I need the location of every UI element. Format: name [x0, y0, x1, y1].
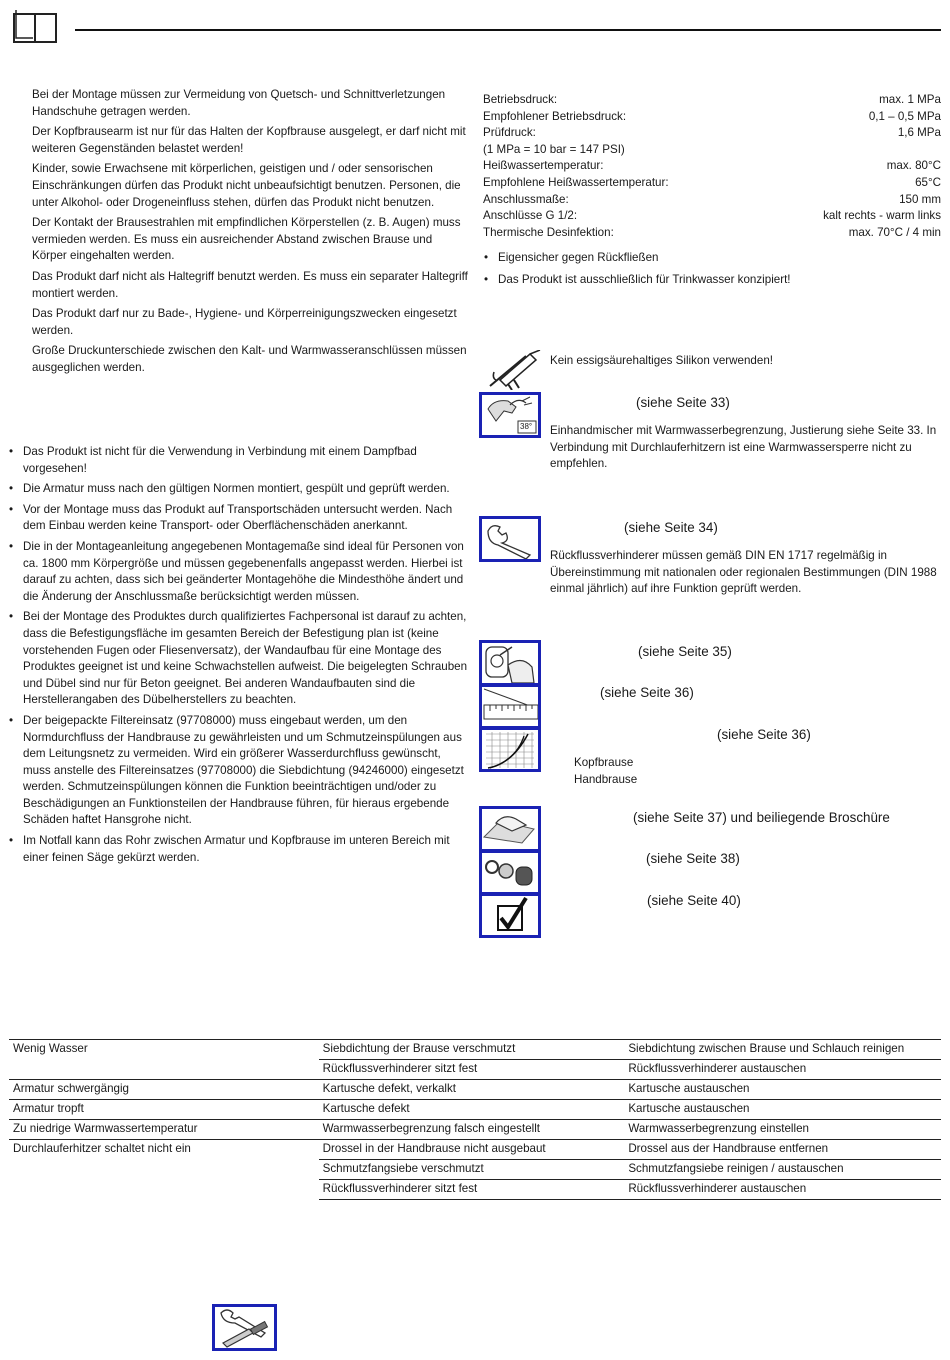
table-row	[9, 1180, 941, 1200]
remedy-cell: Rückflussverhinderer austauschen	[624, 1180, 941, 1200]
spec-row	[483, 109, 941, 126]
safety-paragraph: Kinder, sowie Erwachsene mit körperlichen, geistigen und / oder sensorischen Einschränkungen dürfen das Produkt nicht unbeaufsichtigt benutzen. Personen, die unter Alkohol- oder Drogeneinfluss stehen, dürfen das Produkt nicht benutzen.	[32, 162, 461, 209]
cause-cell: Siebdichtung der Brause verschmutzt	[319, 1040, 625, 1060]
remedy-cell: Schmutzfangsiebe reinigen / austauschen	[624, 1160, 941, 1180]
mounting-note: • Die Armatur muss nach den gültigen Normen montiert, gespült und geprüft werden.	[9, 481, 469, 498]
table-row	[9, 1060, 941, 1080]
problem-cell	[9, 1060, 319, 1080]
spec-row	[483, 158, 941, 175]
safety-paragraph: Das Produkt darf nicht als Haltegriff benutzt werden. Es muss ein separater Haltegriff montiert werden.	[32, 269, 468, 300]
flow-label: Handbrause	[574, 773, 638, 786]
page-reference: (siehe Seite 33)	[636, 395, 730, 410]
page-reference: (siehe Seite 37) und beiliegende Broschüre	[633, 810, 890, 825]
cause-cell: Kartusche defekt	[319, 1100, 625, 1120]
spec-label: Thermische Desinfektion:	[483, 225, 614, 239]
problem-cell: Durchlauferhitzer schaltet nicht ein	[13, 1142, 191, 1155]
spec-row	[483, 175, 941, 192]
assembly-icon	[479, 640, 541, 686]
cause-cell: Schmutzfangsiebe verschmutzt	[319, 1160, 625, 1180]
spec-value: kalt rechts - warm links	[823, 209, 941, 223]
page-reference: (siehe Seite 36)	[600, 685, 694, 700]
header-rule	[75, 29, 941, 31]
safety-notes	[32, 87, 470, 381]
parts-icon	[479, 850, 541, 895]
spec-row	[483, 225, 941, 242]
silicone-note: Kein essigsäurehaltiges Silikon verwenden!	[550, 354, 773, 367]
problem-cell	[9, 1180, 319, 1200]
safety-paragraph: Das Produkt darf nur zu Bade-, Hygiene- und Körperreinigungszwecken eingesetzt werden.	[32, 307, 457, 337]
problem-cell: Wenig Wasser	[9, 1040, 319, 1060]
table-row	[9, 1160, 941, 1180]
book-icon	[12, 8, 58, 44]
spec-bullet: • Das Produkt ist ausschließlich für Trinkwasser konzipiert!	[484, 272, 942, 289]
spec-value: 150 mm	[899, 192, 941, 206]
spec-label: Empfohlener Betriebsdruck:	[483, 109, 627, 123]
spec-value: 65°C	[915, 175, 941, 189]
spec-bullet: • Eigensicher gegen Rückfließen	[484, 250, 942, 267]
technical-data	[483, 92, 941, 241]
spec-row	[483, 192, 941, 209]
page-reference: (siehe Seite 38)	[646, 851, 740, 866]
mounting-notes	[9, 444, 469, 870]
spec-label: Heißwassertemperatur:	[483, 159, 604, 173]
table-row	[9, 1140, 941, 1160]
dimensions-icon	[479, 684, 541, 729]
temperature-limit-text: Einhandmischer mit Warmwasserbegrenzung, Justierung siehe Seite 33. In Verbindung mit Durchlauferhitzern ist eine Warmwassersperre nicht zu empfehlen.	[550, 424, 937, 471]
checkbox-icon	[479, 893, 541, 938]
safety-paragraph: Große Druckunterschiede zwischen den Kalt- und Warmwasseranschlüssen müssen ausgeglichen werden.	[32, 344, 467, 374]
spec-label: Anschlüsse G 1/2:	[483, 209, 578, 223]
cause-cell: Warmwasserbegrenzung falsch eingestellt	[319, 1120, 625, 1140]
mounting-note: • Im Notfall kann das Rohr zwischen Armatur und Kopfbrause im unteren Bereich mit einer feinen Säge gekürzt werden.	[9, 833, 469, 866]
page-reference: (siehe Seite 34)	[624, 520, 718, 535]
cause-cell: Drossel in der Handbrause nicht ausgebaut	[319, 1140, 625, 1160]
remedy-cell: Drossel aus der Handbrause entfernen	[624, 1140, 941, 1160]
mounting-note: • Vor der Montage muss das Produkt auf Transportschäden untersucht werden. Nach dem Einbau werden keine Transport- oder Oberflächenschäden anerkannt.	[9, 502, 469, 535]
spec-value: max. 80°C	[886, 159, 941, 173]
problem-cell: Armatur tropft	[9, 1100, 319, 1120]
page-reference: (siehe Seite 40)	[647, 893, 741, 908]
remedy-cell: Kartusche austauschen	[624, 1100, 941, 1120]
spec-label: Prüfdruck:	[483, 126, 536, 140]
remedy-cell: Rückflussverhinderer austauschen	[624, 1060, 941, 1080]
cause-cell: Kartusche defekt, verkalkt	[319, 1080, 625, 1100]
spec-row	[483, 208, 941, 225]
table-row	[9, 1100, 941, 1120]
temperature-limit-icon	[479, 392, 541, 438]
remedy-cell: Kartusche austauschen	[624, 1080, 941, 1100]
silicone-gun-icon	[486, 350, 544, 390]
spec-label: Betriebsdruck:	[483, 93, 558, 106]
troubleshooting-table	[9, 1039, 941, 1200]
table-row	[9, 1080, 941, 1100]
problem-cell	[9, 1160, 319, 1180]
wrench-icon	[479, 516, 541, 562]
mounting-note: • Bei der Montage des Produktes durch qualifiziertes Fachpersonal ist darauf zu achten, dass die Befestigungsfläche im gesamten Bereich der Befestigung plan ist (keine vorstehenden Fugen oder Fliesenversatz), der Wandaufbau für eine Montage des Produktes geeignet ist und keine Schwachstellen aufweist. Die beigelegten Schrauben und Dübel sind nur für Beton geeignet. Bei anderen Wandaufbauten sind die Herstellerangaben des Dübelherstellers zu beachten.	[9, 609, 469, 709]
safety-paragraph: Der Kontakt der Brausestrahlen mit empfindlichen Körperstellen (z. B. Augen) muss vermieden werden. Es muss ein ausreichender Abstand zwischen Brause und Körper eingehalten werden.	[32, 216, 461, 263]
safety-paragraph: Der Kopfbrausearm ist nur für das Halten der Kopfbrause ausgelegt, er darf nicht mit weiteren Gegenständen belastet werden!	[32, 125, 466, 155]
spec-label: Anschlussmaße:	[483, 192, 569, 206]
cleaning-icon	[479, 806, 541, 852]
flow-diagram-icon	[479, 727, 541, 772]
maintenance-text: Rückflussverhinderer müssen gemäß DIN EN 1717 regelmäßig in Übereinstimmung mit nationalen oder regionalen Bestimmungen (DIN 1988 einmal jährlich) auf ihre Funktion geprüft werden.	[550, 549, 937, 596]
flow-label: Kopfbrause	[574, 756, 634, 769]
spec-label: Empfohlene Heißwassertemperatur:	[483, 175, 669, 189]
remedy-cell: Siebdichtung zwischen Brause und Schlauch reinigen	[624, 1040, 941, 1060]
remedy-cell: Warmwasserbegrenzung einstellen	[624, 1120, 941, 1140]
page-reference: (siehe Seite 36)	[717, 727, 811, 742]
spec-value: 0,1 – 0,5 MPa	[868, 109, 941, 123]
spec-label: (1 MPa = 10 bar = 147 PSI)	[483, 142, 625, 156]
tools-icon	[212, 1304, 277, 1351]
mounting-note: • Das Produkt ist nicht für die Verwendung in Verbindung mit einem Dampfbad vorgesehen!	[9, 444, 469, 477]
problem-cell: Armatur schwergängig	[9, 1080, 319, 1100]
table-row	[9, 1120, 941, 1140]
spec-value: max. 1 MPa	[879, 93, 941, 106]
page-reference: (siehe Seite 35)	[638, 644, 732, 659]
spec-row	[483, 125, 941, 142]
cause-cell: Rückflussverhinderer sitzt fest	[319, 1060, 625, 1080]
mounting-note: • Die in der Montageanleitung angegebenen Montagemaße sind ideal für Personen von ca. 1800 mm Körpergröße und müssen gegebenenfalls angepasst werden. Hierbei ist darauf zu achten, dass sich bei geänderter Montagehöhe die Mindesthöhe ändert und die Änderung der Anschlussmaße berücksichtigt werden müssen.	[9, 539, 469, 605]
temperature-label: 38°	[520, 422, 533, 431]
spec-value: max. 70°C / 4 min	[848, 225, 941, 239]
spec-value: 1,6 MPa	[897, 126, 941, 140]
mounting-note: • Der beigepackte Filtereinsatz (97708000) muss eingebaut werden, um den Normdurchfluss der Handbrause zu gewährleisten und um Schmutzeinspülungen aus dem Leitungsnetz zu vermeiden. Wird ein größerer Wasserdurchfluss gewünscht, muss anstelle des Filtereinsatzes (97708000) die Siebdichtung (94246000) eingesetzt werden. Schmutzeinspülungen können die Funktion beeinträchtigen und/oder zu Beschädigungen an Funktionsteilen der Handbrause führen, für hieraus ergebende Schäden haftet Hansgrohe nicht.	[9, 713, 469, 829]
spec-row	[483, 92, 941, 109]
problem-cell: Zu niedrige Warmwassertemperatur	[9, 1120, 319, 1140]
table-row	[9, 1040, 941, 1060]
spec-row	[483, 142, 941, 159]
cause-cell: Rückflussverhinderer sitzt fest	[319, 1180, 625, 1200]
safety-paragraph: Bei der Montage müssen zur Vermeidung von Quetsch- und Schnittverletzungen Handschuhe getragen werden.	[32, 88, 446, 118]
spec-bullets	[484, 250, 942, 292]
